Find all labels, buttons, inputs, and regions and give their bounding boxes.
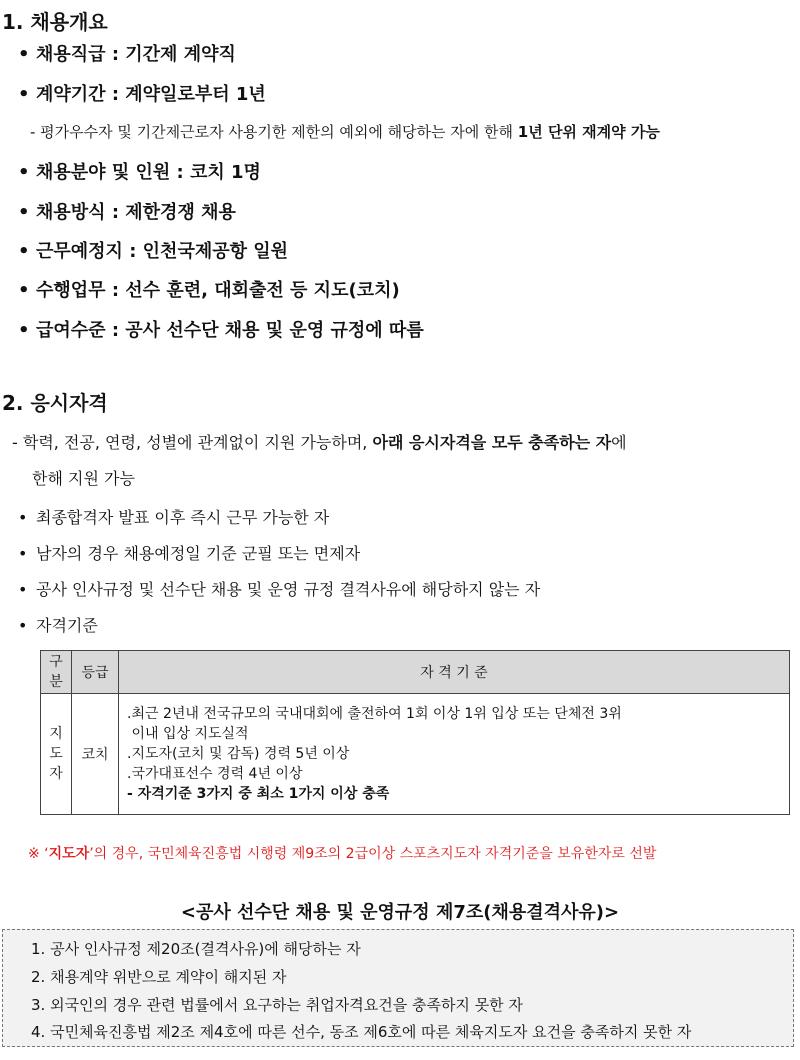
list-item: • 자격기준 — [18, 616, 98, 635]
table-header-row — [41, 651, 790, 694]
disqualification-box — [2, 929, 794, 1047]
list-item: 3. 외국인의 경우 관련 법률에서 요구하는 취업자격요건을 충족하지 못한 자 — [31, 996, 523, 1014]
qualification-table — [40, 650, 790, 815]
section2-title: 2. 응시자격 — [2, 391, 108, 415]
group-cell: 지 도 자 — [41, 694, 72, 815]
header-criteria: 자 격 기 준 — [119, 651, 790, 694]
list-item: • 최종합격자 발표 이후 즉시 근무 가능한 자 — [18, 508, 330, 527]
table-row — [41, 694, 790, 815]
list-item: • 남자의 경우 채용예정일 기준 군필 또는 면제자 — [18, 544, 361, 563]
list-item: • 계약기간 : 계약일로부터 1년 — [18, 84, 266, 105]
list-item: • 채용분야 및 인원 : 코치 1명 — [18, 162, 261, 183]
list-item: • 채용직급 : 기간제 계약직 — [18, 44, 236, 65]
list-item: • 채용방식 : 제한경쟁 채용 — [18, 202, 236, 223]
eligibility-intro-line2: 한해 지원 가능 — [32, 469, 135, 488]
header-group: 구 분 — [41, 651, 72, 694]
list-item: 2. 채용계약 위반으로 계약이 해지된 자 — [31, 968, 287, 986]
eligibility-intro: - 학력, 전공, 연령, 성별에 관계없이 지원 가능하며, 아래 응시자격을 모두 충족하는 자에 — [12, 433, 627, 452]
criteria-cell: .최근 2년내 전국규모의 국내대회에 출전하여 1회 이상 1위 입상 또는 단체전 3위 이내 입상 지도실적 .지도자(코치 및 감독) 경력 5년 이상 .국가대표선수 경력 4년 이상 - 자격기준 3가지 중 최소 1가지 이상 충족 — [119, 694, 790, 815]
rule-title: <공사 선수단 채용 및 운영규정 제7조(채용결격사유)> — [180, 902, 620, 923]
coach-qualification-notice: ※ ‘지도자’의 경우, 국민체육진흥법 시행령 제9조의 2급이상 스포츠지도자 자격기준을 보유한자로 선발 — [28, 846, 657, 862]
list-item: • 급여수준 : 공사 선수단 채용 및 운영 규정에 따름 — [18, 320, 424, 341]
list-item: • 수행업무 : 선수 훈련, 대회출전 등 지도(코치) — [18, 280, 400, 301]
list-item: • 근무예정지 : 인천국제공항 일원 — [18, 241, 289, 262]
list-item: • 공사 인사규정 및 선수단 채용 및 운영 규정 결격사유에 해당하지 않는 자 — [18, 580, 541, 599]
renewal-note: - 평가우수자 및 기간제근로자 사용기한 제한의 예외에 해당하는 자에 한해 1년 단위 재계약 가능 — [30, 123, 660, 141]
list-item: 4. 국민체육진흥법 제2조 제4호에 따른 선수, 동조 제6호에 따른 체육지도자 요건을 충족하지 못한 자 — [31, 1023, 692, 1041]
section1-title: 1. 채용개요 — [2, 10, 108, 34]
grade-cell: 코치 — [72, 694, 119, 815]
header-grade: 등급 — [72, 651, 119, 694]
list-item: 1. 공사 인사규정 제20조(결격사유)에 해당하는 자 — [31, 940, 361, 958]
